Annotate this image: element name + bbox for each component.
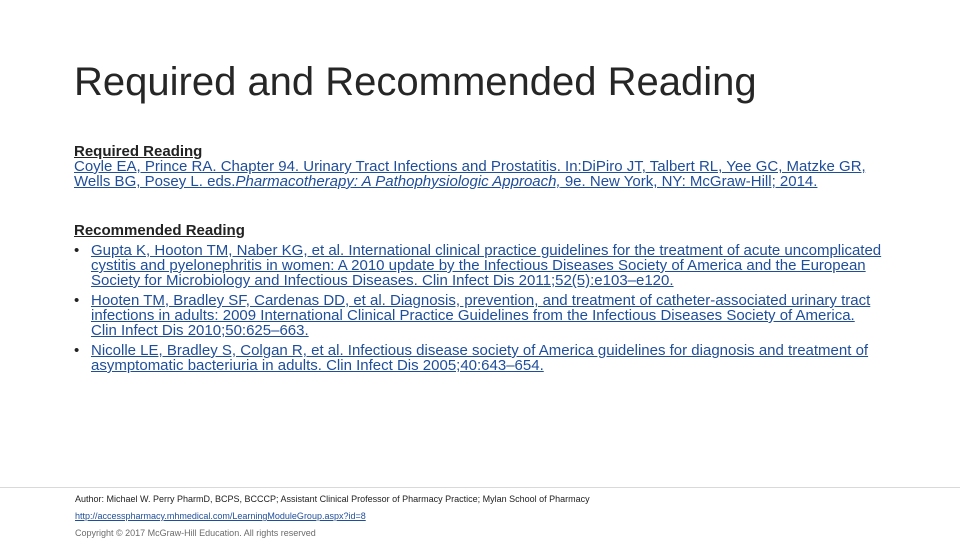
recommended-citation-link[interactable]: Hooten TM, Bradley SF, Cardenas DD, et al. Diagnosis, prevention, and treatment of catheter-associated urinary tract infections in adults: 2009 International Clinical Practice Guidelines from the Infectious Diseases Society of America. Clin Infect Dis 2010;50:625–663.	[91, 292, 871, 339]
recommended-reading-section	[74, 223, 884, 373]
reading-content	[74, 144, 884, 373]
recommended-citation-link[interactable]: Gupta K, Hooton TM, Naber KG, et al. International clinical practice guidelines for the treatment of acute uncomplicated cystitis and pyelonephritis in women: A 2010 update by the Infectious Diseases Society of America and the European Society for Microbiology and Infectious Diseases. Clin Infect Dis 2011;52(5):e103–e120.	[91, 242, 882, 289]
footer-copyright: Copyright © 2017 McGraw-Hill Education. All rights reserved	[75, 528, 316, 538]
recommended-reading-list	[74, 243, 884, 373]
list-item	[74, 343, 884, 373]
required-reading-section	[74, 144, 884, 189]
recommended-citation-link[interactable]: Nicolle LE, Bradley S, Colgan R, et al. Infectious disease society of America guidelines for diagnosis and treatment of asymptomatic bacteriuria in adults. Clin Infect Dis 2005;40:643–654.	[91, 342, 869, 374]
required-citation-link[interactable]	[74, 159, 884, 189]
list-item	[74, 293, 884, 338]
footer-url-link[interactable]: http://accesspharmacy.mhmedical.com/LearningModuleGroup.aspx?id=8	[75, 511, 366, 521]
slide-footer	[75, 493, 590, 540]
page-title: Required and Recommended Reading	[74, 60, 757, 104]
recommended-reading-heading: Recommended Reading	[74, 222, 245, 239]
bullet-glyph: •	[74, 292, 80, 309]
required-citation-text: Coyle EA, Prince RA. Chapter 94. Urinary Tract Infections and Prostatitis. In:DiPiro JT, Talbert RL, Yee GC, Matzke GR, Wells BG, Posey L. eds.	[74, 158, 866, 190]
footer-author: Author: Michael W. Perry PharmD, BCPS, BCCCP; Assistant Clinical Professor of Pharmacy Practice; Mylan School of Pharmacy	[75, 494, 590, 504]
bullet-glyph: •	[74, 242, 80, 259]
required-citation-edition: 9e. New York, NY: McGraw-Hill; 2014.	[560, 173, 818, 190]
required-reading-heading: Required Reading	[74, 143, 203, 160]
footer-divider	[0, 487, 960, 488]
required-citation-book-title: Pharmacotherapy: A Pathophysiologic Approach,	[235, 173, 561, 190]
list-item	[74, 243, 884, 288]
bullet-glyph: •	[74, 342, 80, 359]
